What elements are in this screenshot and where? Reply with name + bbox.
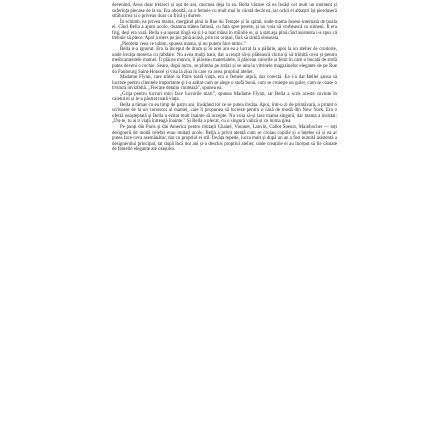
paragraph-5: Madame Flynn, care trăise la Paris toată viața, era o femeie aspră, dar corectă. Ea i-a dat Bellei șansa să lucreze pentru clientele importante și i-a arătat cum se alege o stofă bună, cum se croiește un guler, cum se coase o tivitură invizibilă. „Fiecare detaliu contează”, spunea ea. [112, 75, 337, 92]
paragraph-1: devenind. Avea doar treizeci și opt de ani, mocnea deja în ea. Bella văzuse că ea însăși cel mult un moment și suferința plecase de la ea. Era obosită, ca o femeie cu mult mai în vârstă decât ea, iar ochii ei albaștri își pierduseră strălucirea și o priveau doar cu frică și durere. [112, 3, 337, 20]
paragraph-7: Bella a rămas cu ea timp de patru ani, învățând tot ce se putea învăța. Apoi, într-o zi de primăvară, a primit o scrisoare de la un cunoscut al mamei, care îi propunea să lucreze pentru o casă de modă din New York. Era o ofertă neașteptată și Bella a ezitat mult înainte să accepte. Nu voia să-și lase mama singură, dar mama a insistat: „Du-te, tu ai o viață întreagă înainte.” Și Bella a plecat, cu o singură valiză și cu inima grea. [112, 102, 337, 125]
paragraph-3: „Pierdem ceea ce iubim, spunea mama, și nu putem face nimic.” [120, 41, 247, 47]
paragraph-8: Pe punți din Paris și din America pentru imitații Chanel, Vionnet, Lanvin, Callot Soeurs, Mainbocher — toți designerii de modă celebri erau imitați acolo. Bella a privit atentă cum se croiau copiile și a înțeles că și ea ar putea face ceva asemănător, dar cu propriul ei stil. Învăța repede, lucra mult și după un an a fost numită asistentă a designerului principal, iar după încă doi ani și-a deschis propriul atelier, unde creațiile ei au început să fie căutate de femeile elegante ale orașului. [112, 125, 337, 153]
paragraph-6: „Grija pentru lucruri mici face lucrurile mari”, spunea Madame Flynn, iar Bella a scris aceste cuvinte în caietul ei și le-a păstrat toată viața. [112, 91, 337, 103]
body-text [112, 3, 337, 153]
paragraph-2: În schimb, ea privea mama, mergând pînă la Rue du Temple și în spital, unde mama fusese internată de boala ei. Cînd Bella a ajuns acolo, doamna stătea întinsă, cu fața spre perete, și nu voia să vorbească cu nimeni. Îi era frig, deși era vară. Bella s-a așezat lîngă ea și i-a luat mâna în mîinile ei, și a stat așa pînă cînd asistenta i-a spus că trebuie să plece. Apoi a mers pe jos pînă acasă, prin tot orașul, fără să simtă oboseala. [112, 19, 337, 42]
paragraph-4: Bella n-a ignorat. Era la început de drum și în acei ani ea a lucrat la o pălărie, apoi la un atelier de croitorie, unde învăța meseria cu răbdare. Nu avea mulți bani, dar a reușit să-și plătească chiria și să trimită ceva și pentru medicamentele mamei. Îi plăcea munca, îi plăceau materialele, îi plăceau culorile și felul în care o bucată de stofă putea deveni o rochie. Seara, după lucru, se plimba pe străzi și se uita la vitrinele magazinelor elegante de pe Rue du Faubourg Saint-Honoré și visa la ziua în care va avea propriul atelier. [112, 47, 337, 75]
